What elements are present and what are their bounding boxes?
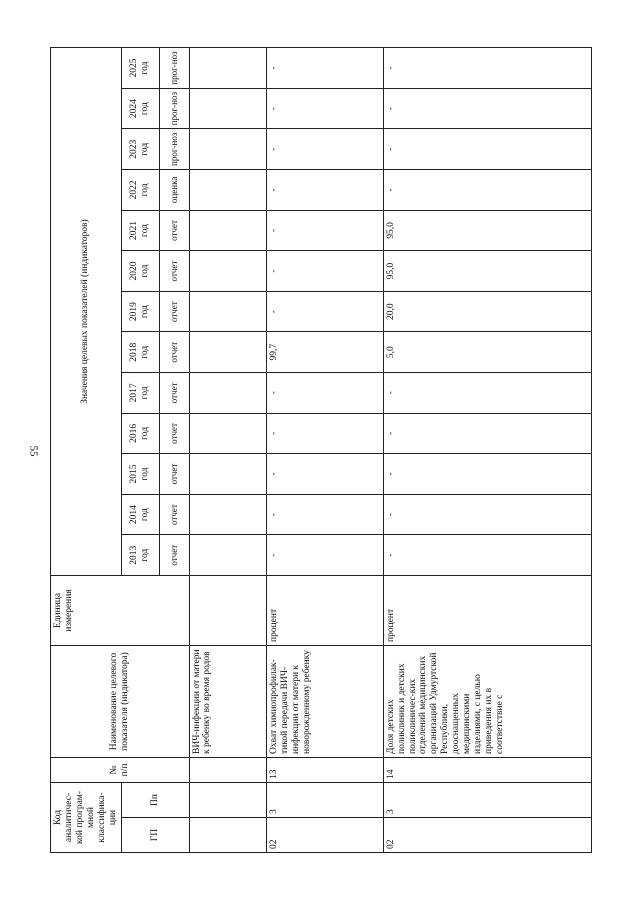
header-pp: Пп [121, 783, 189, 818]
cell-value: - [383, 413, 591, 454]
cell-value: - [266, 454, 383, 495]
header-year: 2021 год [121, 210, 159, 251]
header-gp: ГП [121, 818, 189, 853]
cell-num [189, 758, 266, 783]
cell-value: - [266, 210, 383, 251]
cell-value: 99,7 [266, 332, 383, 373]
header-status: отчет [159, 373, 189, 414]
cell-unit [189, 576, 266, 646]
header-year: 2022 год [121, 170, 159, 211]
cell-value [189, 332, 266, 373]
header-status: отчет [159, 494, 189, 535]
cell-unit: процент [383, 576, 591, 646]
cell-value: - [266, 170, 383, 211]
cell-value: - [383, 48, 591, 89]
header-status: прог-ноз [159, 129, 189, 170]
cell-value: - [383, 454, 591, 495]
header-status: оценка [159, 170, 189, 211]
cell-value: - [383, 535, 591, 576]
cell-value: - [266, 291, 383, 332]
table-row [189, 48, 266, 853]
cell-value [189, 210, 266, 251]
header-year: 2016 год [121, 413, 159, 454]
cell-value: - [383, 88, 591, 129]
table-row [266, 48, 383, 853]
cell-unit: процент [266, 576, 383, 646]
cell-value: 20,0 [383, 291, 591, 332]
header-values: Значения целевых показателей (индикаторов) [51, 48, 122, 576]
cell-value: - [266, 251, 383, 292]
header-status: отчет [159, 291, 189, 332]
header-status: отчет [159, 454, 189, 495]
header-status: прог-ноз [159, 48, 189, 89]
cell-value [189, 373, 266, 414]
header-year: 2023 год [121, 129, 159, 170]
cell-value [189, 413, 266, 454]
header-year: 2024 год [121, 88, 159, 129]
cell-value [189, 454, 266, 495]
header-code: Код аналитичес-кой програм-мной классифика-ции [51, 783, 122, 853]
cell-value: - [266, 494, 383, 535]
cell-value [189, 88, 266, 129]
cell-value: - [383, 129, 591, 170]
cell-value: - [383, 494, 591, 535]
cell-name: ВИЧ-инфекции от матери к ребенку во время родов [189, 646, 266, 758]
header-status: отчет [159, 210, 189, 251]
cell-value: 95,0 [383, 210, 591, 251]
cell-name: Доля детских поликлиник и детских поликлиничес-ких отделений медицинских организаций Удмуртской Республики, дооснащенных медицинскими изделиями, с целью приведения их в соответствие с [383, 646, 591, 758]
cell-pp: 3 [383, 783, 591, 818]
cell-value: - [266, 129, 383, 170]
cell-value: 5,0 [383, 332, 591, 373]
header-status: отчет [159, 251, 189, 292]
cell-value [189, 291, 266, 332]
header-num: № п/п [51, 758, 190, 783]
header-year: 2020 год [121, 251, 159, 292]
table-row [383, 48, 591, 853]
header-year: 2017 год [121, 373, 159, 414]
indicators-table [50, 47, 592, 853]
cell-num: 13 [266, 758, 383, 783]
cell-gp: 02 [383, 818, 591, 853]
cell-pp: 3 [266, 783, 383, 818]
header-status: отчет [159, 535, 189, 576]
header-year: 2019 год [121, 291, 159, 332]
header-year: 2025 год [121, 48, 159, 89]
header-year: 2014 год [121, 494, 159, 535]
table-wrapper [50, 48, 592, 853]
cell-value: - [266, 48, 383, 89]
cell-value: - [383, 373, 591, 414]
cell-gp [189, 818, 266, 853]
header-status: отчет [159, 413, 189, 454]
cell-value: - [266, 413, 383, 454]
cell-value [189, 494, 266, 535]
header-status: отчет [159, 332, 189, 373]
cell-pp [189, 783, 266, 818]
cell-name: Охват химиопрофилак-тикой передачи ВИЧ-инфекции от матери к новорожденному ребенку [266, 646, 383, 758]
cell-value [189, 170, 266, 211]
header-name: Наименование целевого показателя (индикатора) [51, 646, 190, 758]
cell-value: 95,0 [383, 251, 591, 292]
header-year: 2018 год [121, 332, 159, 373]
cell-value [189, 251, 266, 292]
cell-value: - [266, 373, 383, 414]
cell-gp: 02 [266, 818, 383, 853]
header-unit: Единица измерения [51, 576, 190, 646]
cell-num: 14 [383, 758, 591, 783]
header-status: прог-ноз [159, 88, 189, 129]
header-year: 2015 год [121, 454, 159, 495]
cell-value [189, 535, 266, 576]
cell-value: - [383, 170, 591, 211]
cell-value [189, 48, 266, 89]
cell-value: - [266, 88, 383, 129]
page-number: 55 [27, 445, 40, 457]
header-year: 2013 год [121, 535, 159, 576]
cell-value [189, 129, 266, 170]
cell-value: - [266, 535, 383, 576]
